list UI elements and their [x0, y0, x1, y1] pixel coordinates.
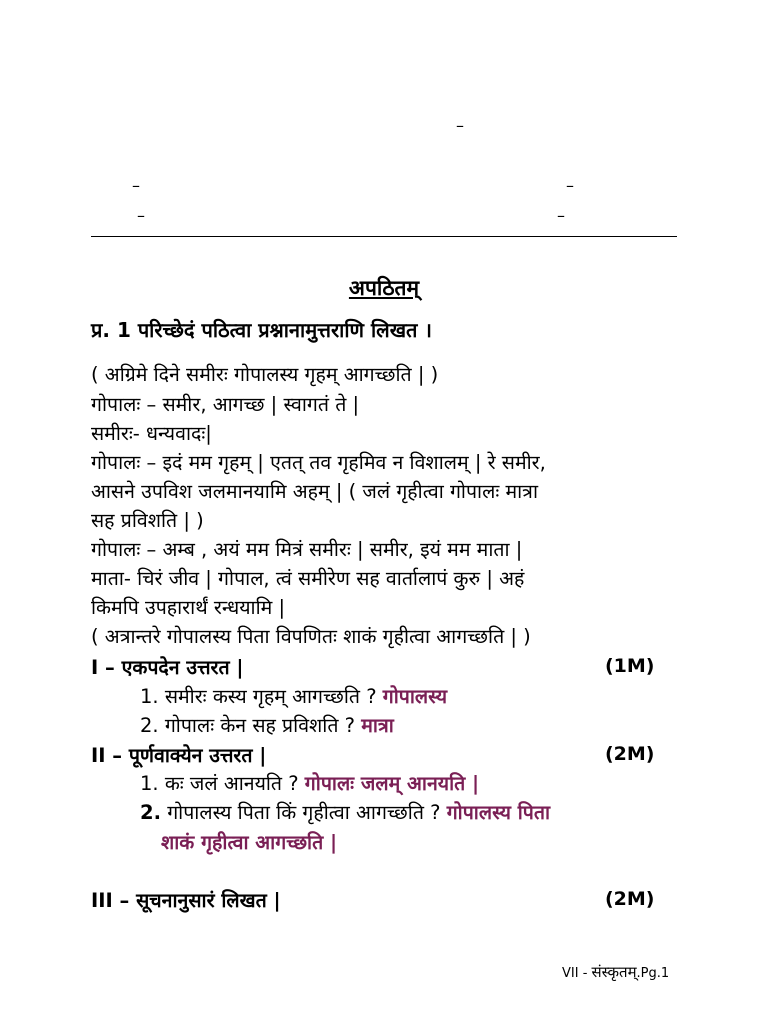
passage-line-8: माता- चिरं जीव | गोपाल, त्वं समीरेण सह वार्तालापं कुरु | अहं — [91, 567, 525, 590]
section-1-marks: (1M) — [605, 655, 655, 677]
item-number: 2. — [140, 714, 159, 737]
passage-line-3: समीरः- धन्यवादः| — [91, 422, 212, 445]
section-1-item-1 — [140, 682, 447, 709]
footer-page-number: .Pg.1 — [636, 966, 670, 981]
header-dash-5: – — [557, 206, 565, 225]
section-2-marks: (2M) — [605, 743, 655, 765]
item-answer: गोपालः जलम् आनयति | — [304, 772, 480, 795]
section-2-item-2-continued — [161, 828, 337, 855]
header-dash-2: – — [132, 176, 140, 195]
item-question: गोपालः केन सह प्रविशति ? — [164, 714, 356, 737]
question-heading: प्र. 1 परिच्छेदं पठित्वा प्रश्नानामुत्तराणि लिखत । — [91, 318, 432, 342]
item-answer-continued: शाकं गृहीत्वा आगच्छति | — [161, 831, 338, 854]
item-answer: गोपालस्य पिता — [446, 801, 551, 824]
item-number: 1. — [140, 685, 159, 708]
passage-line-9: किमपि उपहारार्थं रन्धयामि | — [91, 596, 286, 619]
header-dash-4: – — [137, 206, 145, 225]
footer-class: VII - — [562, 966, 588, 981]
item-number: 1. — [140, 772, 159, 795]
passage-line-4: गोपालः – इदं मम गृहम् | एतत् तव गृहमिव न विशालम् | रे समीर, — [91, 451, 546, 474]
item-answer: मात्रा — [361, 714, 394, 737]
passage-line-1: ( अग्रिमे दिने समीरः गोपालस्य गृहम् आगच्छति | ) — [91, 363, 439, 386]
passage-line-5: आसने उपविश जलमानयामि अहम् | ( जलं गृहीत्वा गोपालः मात्रा — [91, 480, 538, 503]
item-answer: गोपालस्य — [382, 685, 448, 708]
header-dash-1: – — [456, 116, 464, 135]
section-2-heading: II – पूर्णवाक्येन उत्तरत | — [91, 744, 267, 767]
item-question: समीरः कस्य गृहम् आगच्छति ? — [164, 685, 377, 708]
section-2-item-2 — [140, 798, 550, 825]
passage-line-2: गोपालः – समीर, आगच्छ | स्वागतं ते | — [91, 393, 360, 416]
footer-subject: संस्कृतम् — [591, 963, 637, 981]
passage-line-6: सह प्रविशति | ) — [91, 509, 204, 532]
item-question: कः जलं आनयति ? — [164, 772, 299, 795]
page-footer — [562, 962, 669, 982]
section-1-item-2 — [140, 711, 394, 738]
section-2-item-1 — [140, 769, 479, 796]
header-dash-3: – — [566, 176, 574, 195]
item-number: 2. — [140, 801, 161, 824]
page-title: अपठितम् — [348, 276, 420, 300]
passage-line-7: गोपालः – अम्ब , अयं मम मित्रं समीरः | समीर, इयं मम माता | — [91, 538, 523, 561]
section-3-heading: III – सूचनानुसारं लिखत | — [91, 889, 281, 912]
passage-line-10: ( अत्रान्तरे गोपालस्य पिता विपणितः शाकं गृहीत्वा आगच्छति | ) — [91, 625, 531, 648]
item-question: गोपालस्य पिता किं गृहीत्वा आगच्छति ? — [167, 801, 441, 824]
header-divider — [91, 236, 677, 237]
section-3-marks: (2M) — [605, 888, 655, 910]
section-1-heading: I – एकपदेन उत्तरत | — [91, 656, 244, 679]
